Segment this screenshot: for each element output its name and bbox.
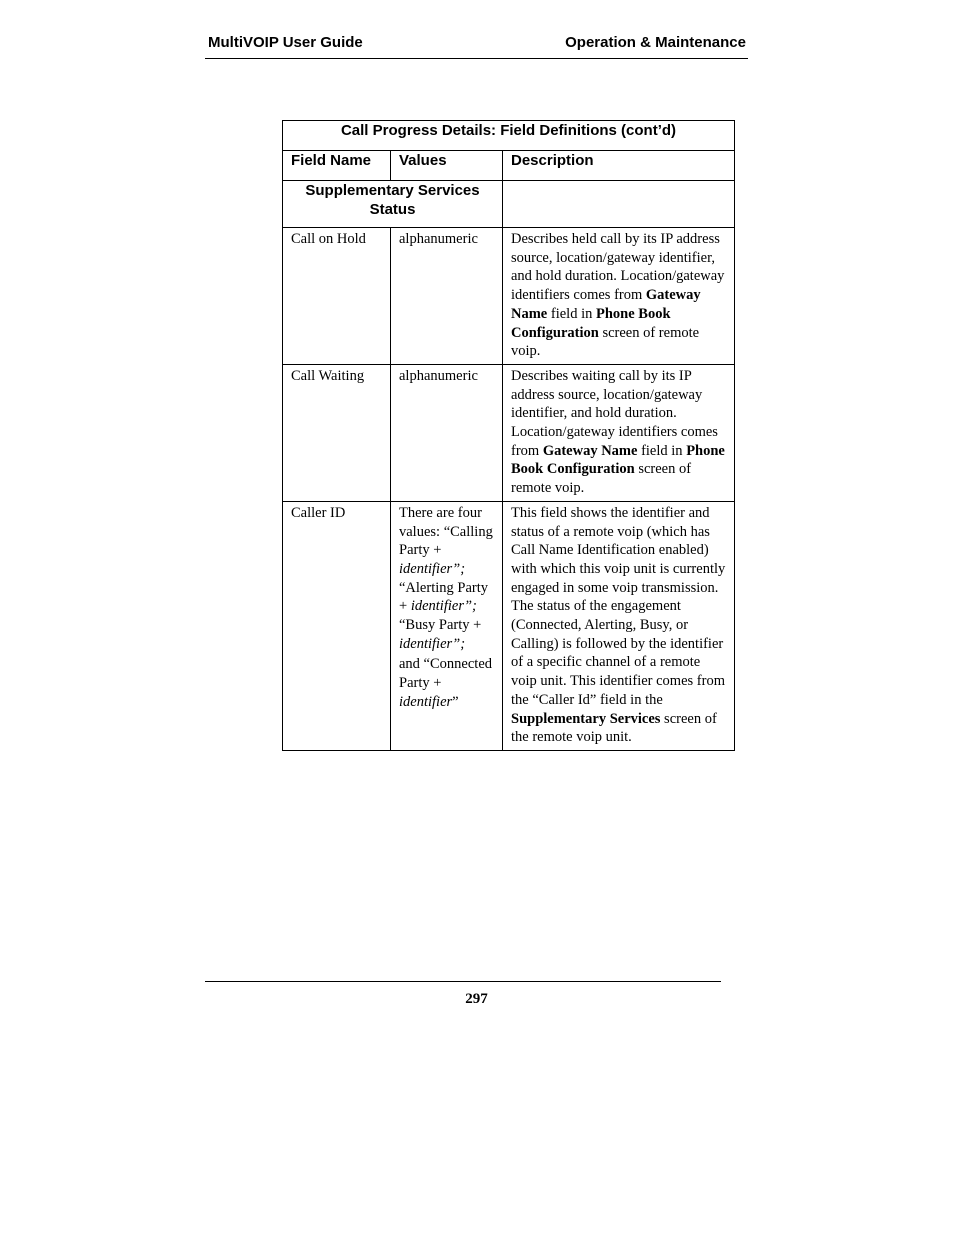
values-cell: alphanumeric [391,364,503,501]
value-option: There are four values: “Calling Party + identifier”; [399,504,493,577]
page-number: 297 [465,991,488,1007]
values-cell [391,501,503,750]
table-row [283,501,735,750]
section-heading: Supplementary Services Status [283,181,503,228]
header-section: Operation & Maintenance [565,34,746,51]
header-title: MultiVOIP User Guide [208,34,363,51]
description-cell: Describes held call by its IP address source, location/gateway identifier, and hold duration. Location/gateway identifiers comes from Gateway Name field in Phone Book Configuration screen of remote voip. [503,228,735,365]
field-definitions-table [282,120,735,751]
column-header-field: Field Name [283,151,391,181]
running-header [205,33,748,59]
value-option: “Alerting Party + identifier”; [399,579,488,615]
values-cell: alphanumeric [391,228,503,365]
field-name-cell: Caller ID [283,501,391,750]
section-row [283,181,735,228]
column-header-values: Values [391,151,503,181]
description-cell: This field shows the identifier and status of a remote voip (which has Call Name Identification enabled) with which this voip unit is currently engaged in some voip transmission. The status of the engagement (Connected, Alerting, Busy, or Calling) is followed by the identifier of a specific channel of a remote voip unit. This identifier comes from the “Caller Id” field in the Supplementary Services screen of the remote voip unit. [503,501,735,750]
value-option: “Busy Party + identifier”; [399,617,482,652]
value-option: and “Connected Party + identifier” [399,656,493,710]
description-cell: Describes waiting call by its IP address source, location/gateway identifier, and hold duration. Location/gateway identifiers comes from Gateway Name field in Phone Book Configuration screen of remote voip. [503,364,735,501]
table-row [283,364,735,501]
column-header-row [283,151,735,181]
field-name-cell: Call Waiting [283,364,391,501]
field-name-cell: Call on Hold [283,228,391,365]
section-empty-cell [503,181,735,228]
footer-rule [205,981,721,982]
table-row [283,228,735,365]
column-header-description: Description [503,151,735,181]
table-caption: Call Progress Details: Field Definitions (cont’d) [283,121,735,151]
